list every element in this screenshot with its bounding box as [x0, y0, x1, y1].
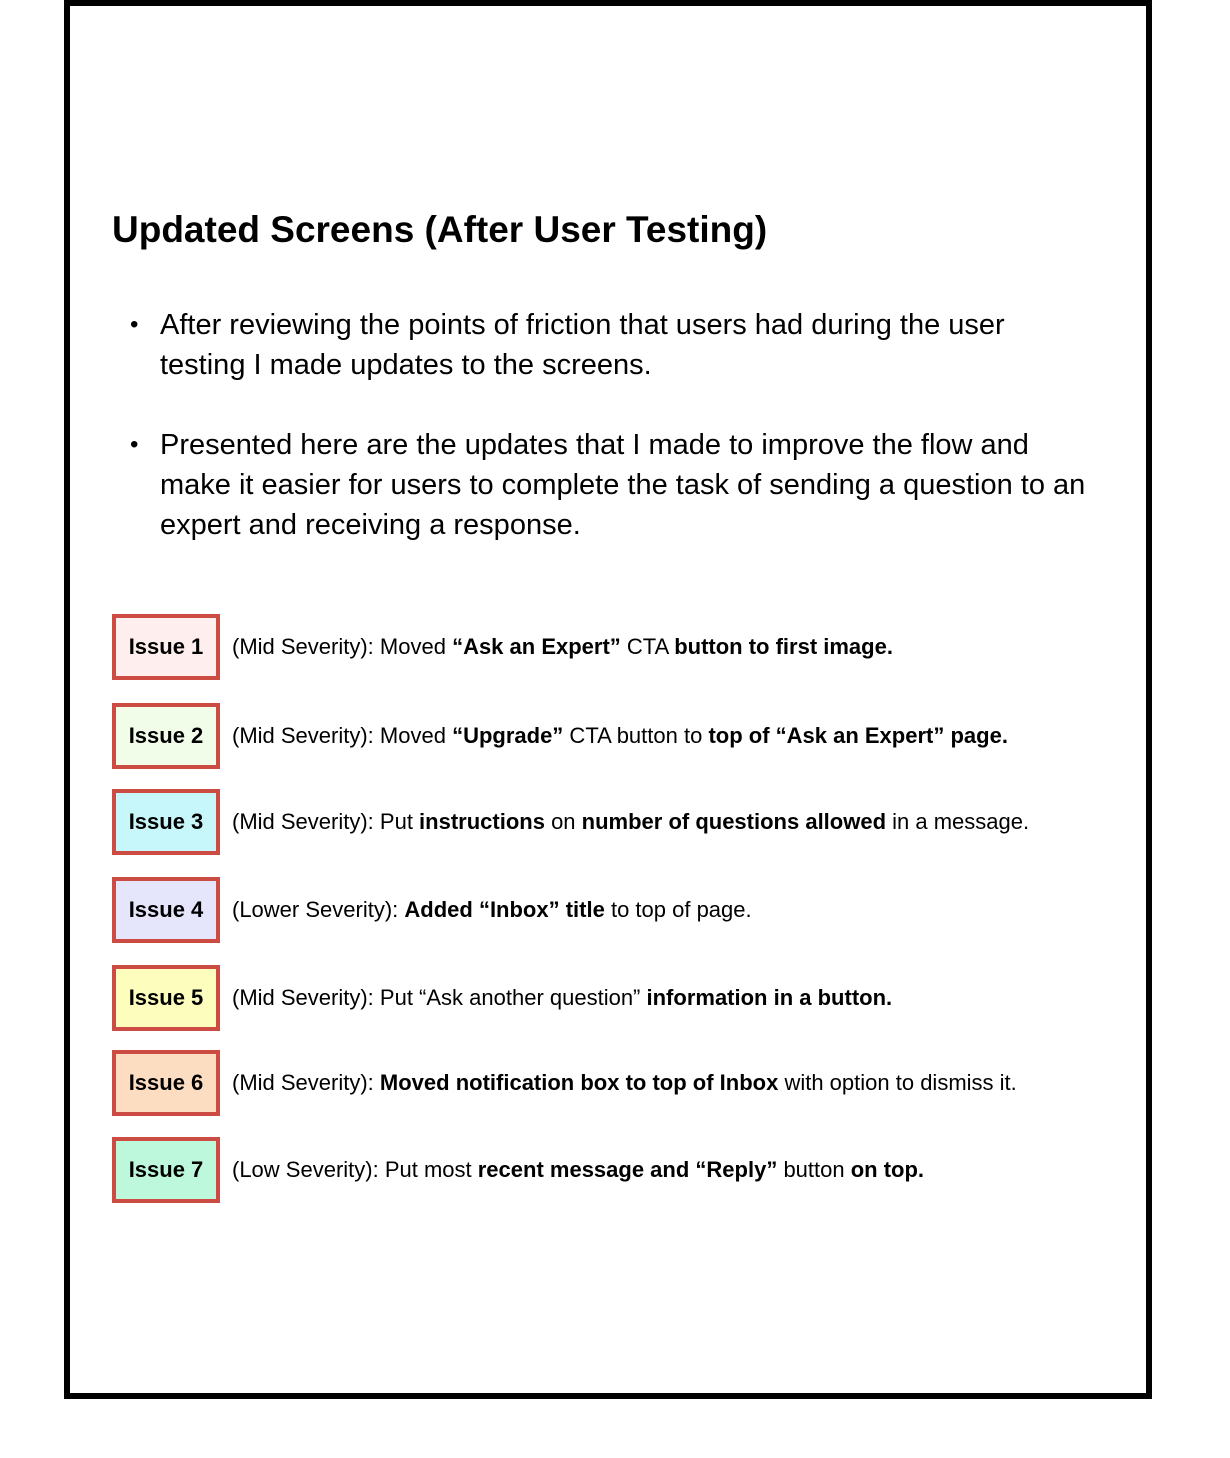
issue-badge: Issue 1 — [112, 614, 220, 680]
bullet-text: Presented here are the updates that I made to improve the flow and make it easier for users to complete the task of sending a question to an expert and receiving a response. — [160, 429, 1086, 541]
issue-text-regular: CTA button to — [563, 723, 709, 748]
bullet-list — [112, 305, 1092, 585]
issue-row — [112, 877, 752, 943]
issue-text-bold: button to first image. — [674, 634, 893, 659]
issue-row — [112, 703, 1008, 769]
issue-text-bold: number of questions allowed — [581, 809, 887, 834]
issue-text-bold: “Upgrade” — [452, 723, 564, 748]
bullet-item — [112, 425, 1092, 545]
issue-row — [112, 789, 1029, 855]
issue-text-bold: top of “Ask an Expert” page. — [708, 723, 1008, 748]
bullet-item — [112, 305, 1092, 385]
issue-text-bold: instructions — [419, 809, 545, 834]
issue-text-bold: Added “Inbox” title — [404, 897, 605, 922]
issue-text-regular: with option to dismiss it. — [778, 1070, 1017, 1095]
issue-badge: Issue 5 — [112, 965, 220, 1031]
issue-row — [112, 614, 893, 680]
bullet-dot-icon: • — [130, 431, 139, 458]
issue-text-regular: (Mid Severity): — [232, 1070, 380, 1095]
issue-text-bold: on top. — [850, 1157, 925, 1182]
issue-text-regular: (Mid Severity): Moved — [232, 723, 453, 748]
issue-text-regular: (Lower Severity): — [232, 897, 405, 922]
bullet-dot-icon: • — [130, 311, 139, 338]
issue-text-bold: Moved notification box to top of Inbox — [379, 1070, 779, 1095]
issue-text-regular: (Mid Severity): Put “Ask another question” — [232, 985, 647, 1010]
bullet-text: After reviewing the points of friction that users had during the user testing I made updates to the screens. — [160, 309, 1005, 381]
issue-description — [232, 1156, 924, 1184]
issue-badge: Issue 6 — [112, 1050, 220, 1116]
issue-row — [112, 1137, 924, 1203]
issue-text-bold: recent message and “Reply” — [477, 1157, 778, 1182]
issue-row — [112, 1050, 1017, 1116]
issue-description — [232, 808, 1029, 836]
issue-text-regular: to top of page. — [604, 897, 752, 922]
issue-text-regular: button — [777, 1157, 851, 1182]
issue-text-regular: on — [544, 809, 582, 834]
issue-text-bold: “Ask an Expert” — [452, 634, 621, 659]
issue-text-regular: CTA — [620, 634, 675, 659]
issue-badge: Issue 7 — [112, 1137, 220, 1203]
issue-text-regular: (Low Severity): Put most — [232, 1157, 478, 1182]
issue-description — [232, 722, 1008, 750]
issue-text-regular: in a message. — [886, 809, 1030, 834]
issue-text-regular: (Mid Severity): Put — [232, 809, 420, 834]
issue-text-bold: information in a button. — [646, 985, 893, 1010]
issue-description — [232, 1069, 1017, 1097]
issue-badge: Issue 4 — [112, 877, 220, 943]
issue-badge: Issue 3 — [112, 789, 220, 855]
issue-badge: Issue 2 — [112, 703, 220, 769]
issue-description — [232, 633, 893, 661]
issue-row — [112, 965, 892, 1031]
issue-description — [232, 984, 892, 1012]
issue-description — [232, 896, 752, 924]
issue-text-regular: (Mid Severity): Moved — [232, 634, 453, 659]
page-title: Updated Screens (After User Testing) — [112, 209, 768, 250]
